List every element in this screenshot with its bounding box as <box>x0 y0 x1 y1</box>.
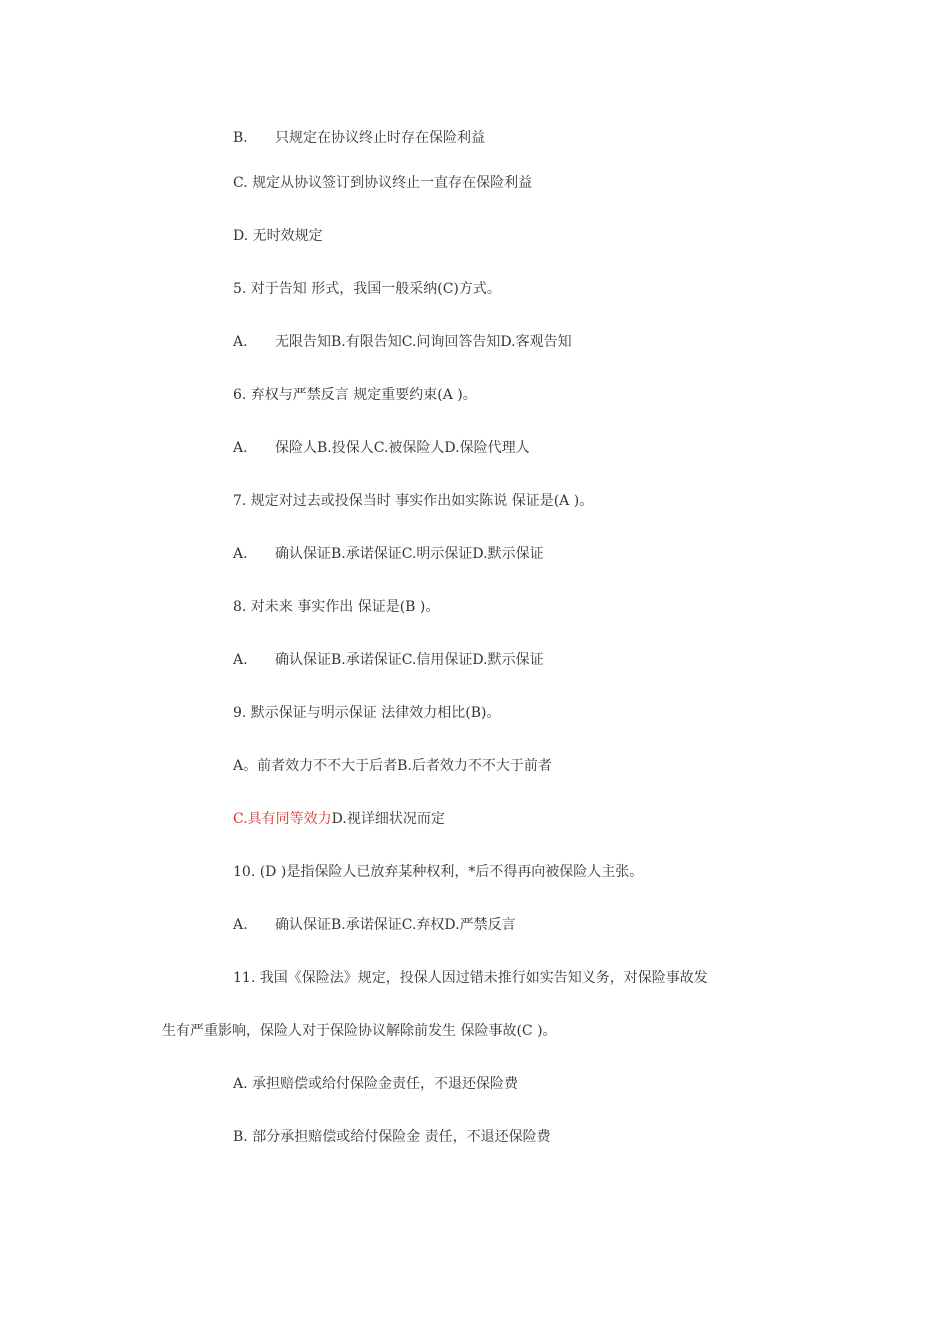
question-line-continued <box>162 1021 557 1041</box>
option-line <box>233 1074 518 1094</box>
option-text: A。前者效力不不大于后者B.后者效力不不大于前者 <box>233 758 552 774</box>
option-text: 确认保证B.承诺保证C.信用保证D.默示保证 <box>275 652 544 668</box>
question-line <box>233 385 477 405</box>
option-line <box>233 650 544 670</box>
question-line <box>233 597 439 617</box>
question-line <box>233 279 501 299</box>
option-line <box>233 809 445 829</box>
question-text: 7. 规定对过去或投保当时 事实作出如实陈说 保证是(A )。 <box>233 493 594 509</box>
question-line <box>233 491 593 511</box>
question-text: 生有严重影响，保险人对于保险协议解除前发生 保险事故(C )。 <box>162 1023 557 1039</box>
option-text: D. 无时效规定 <box>233 228 323 244</box>
option-text: 无限告知B.有限告知C.问询回答告知D.客观告知 <box>275 334 572 350</box>
option-line <box>233 226 323 246</box>
option-text: 只规定在协议终止时存在保险利益 <box>275 130 485 146</box>
option-text: 确认保证B.承诺保证C.弃权D.严禁反言 <box>275 917 516 933</box>
question-text: 5. 对于告知 形式，我国一般采纳(C)方式。 <box>233 281 501 297</box>
option-prefix: A. <box>233 334 248 350</box>
option-prefix: A. <box>233 546 248 562</box>
option-text: A. 承担赔偿或给付保险金责任，不退还保险费 <box>233 1076 519 1092</box>
question-line <box>233 862 643 882</box>
option-line <box>233 756 552 776</box>
question-text: 6. 弃权与严禁反言 规定重要约束(A )。 <box>233 387 477 403</box>
question-line <box>233 703 500 723</box>
option-line <box>233 128 485 148</box>
option-line <box>233 915 516 935</box>
option-prefix: A. <box>233 652 248 668</box>
option-text: 保险人B.投保人C.被保险人D.保险代理人 <box>275 440 530 456</box>
option-text: C. 规定从协议签订到协议终止一直存在保险利益 <box>233 175 533 191</box>
question-text: 8. 对未来 事实作出 保证是(B )。 <box>233 599 440 615</box>
option-text: 确认保证B.承诺保证C.明示保证D.默示保证 <box>275 546 544 562</box>
highlighted-answer: C.具有同等效力 <box>233 811 332 827</box>
option-text: B. 部分承担赔偿或给付保险金 责任，不退还保险费 <box>233 1129 551 1145</box>
option-line <box>233 173 532 193</box>
option-line <box>233 1127 551 1147</box>
option-prefix: A. <box>233 917 248 933</box>
question-text: 10. (D )是指保险人已放弃某种权利，*后不得再向被保险人主张。 <box>233 864 644 880</box>
option-line <box>233 332 572 352</box>
option-line <box>233 438 530 458</box>
question-line <box>233 968 708 988</box>
option-prefix: B. <box>233 130 248 146</box>
question-text: 9. 默示保证与明示保证 法律效力相比(B)。 <box>233 705 501 721</box>
option-prefix: A. <box>233 440 248 456</box>
question-text: 11. 我国《保险法》规定，投保人因过错未推行如实告知义务，对保险事故发 <box>233 970 708 986</box>
option-text: D.视详细状况而定 <box>331 811 445 827</box>
option-line <box>233 544 544 564</box>
